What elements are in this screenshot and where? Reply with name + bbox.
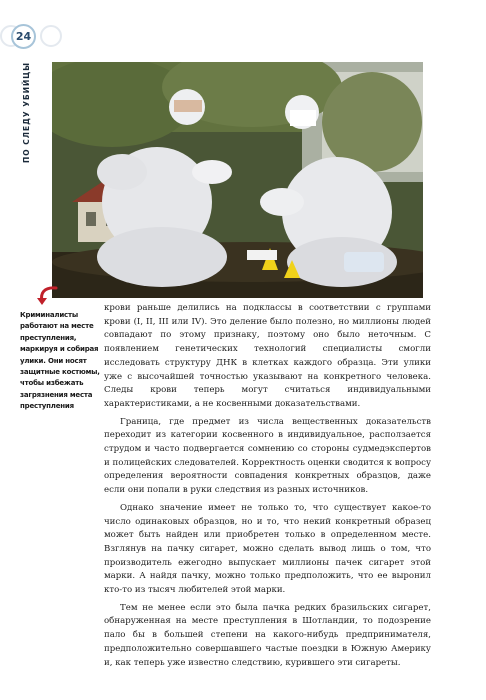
paragraph: Граница, где предмет из числа вещественных доказательств переходит из категории косвенного в индивидуальное, расползается струдом и часто подвергается сомнению со стороны судмедэкспертов и полицейских следователей. Корректность оценки сводится к вопросу определения вероятности совпадения конкретных образцов, даже если они попали в руки следствия из разных источников.: [104, 416, 431, 496]
paragraph: Однако значение имеет не только то, что существует какое-то число одинаковых образцов, но и то, что некий конкретный образец может быть найден или приобретен только в определенном месте. Взглянув на пачку сигарет, можно сделать вывод лишь о том, что производитель ежегодно выпускает миллионы пачек сигарет этой марки. А найдя пачку, можно только предположить, что ее выронил кто-то из тысяч любителей этой марки.: [104, 502, 431, 596]
page-number: 24: [15, 30, 32, 43]
crime-scene-photo: [52, 62, 423, 298]
paragraph: крови раньше делились на подклассы в соответствии с группами крови (I, II, III или IV). Это деление было полезно, но миллионы людей совпадают по этому признаку, поэтому оно было неточным. С появлением генетических технологий специалисты смогли исследовать структуру ДНК в клетках каждого образца. Эти улики уже с высочайшей точностью указывают на конкретного человека. Следы крови теперь могут считаться индивидуальными характеристиками, а не косвенными доказательствами.: [104, 303, 431, 409]
body-text: [104, 302, 431, 674]
running-head: ПО СЛЕДУ УБИЙЦЫ: [22, 62, 31, 163]
paragraph: Тем не менее если это была пачка редких бразильских сигарет, обнаруженная на месте преступления в Шотландии, то подозрение пало бы в большей степени на какого-нибудь предпринимателя, предположительно совершавшего частые поездки в Южную Америку и, как теперь уже известно следствию, курившего эти сигареты.: [104, 602, 431, 668]
caption-arrow-icon: [36, 285, 60, 305]
photo-caption: Криминалисты работают на месте преступления, маркируя и собирая улики. Они носят защитные костюмы, чтобы избежать загрязнения места преступления: [20, 311, 100, 411]
decorative-circle: [40, 25, 62, 47]
